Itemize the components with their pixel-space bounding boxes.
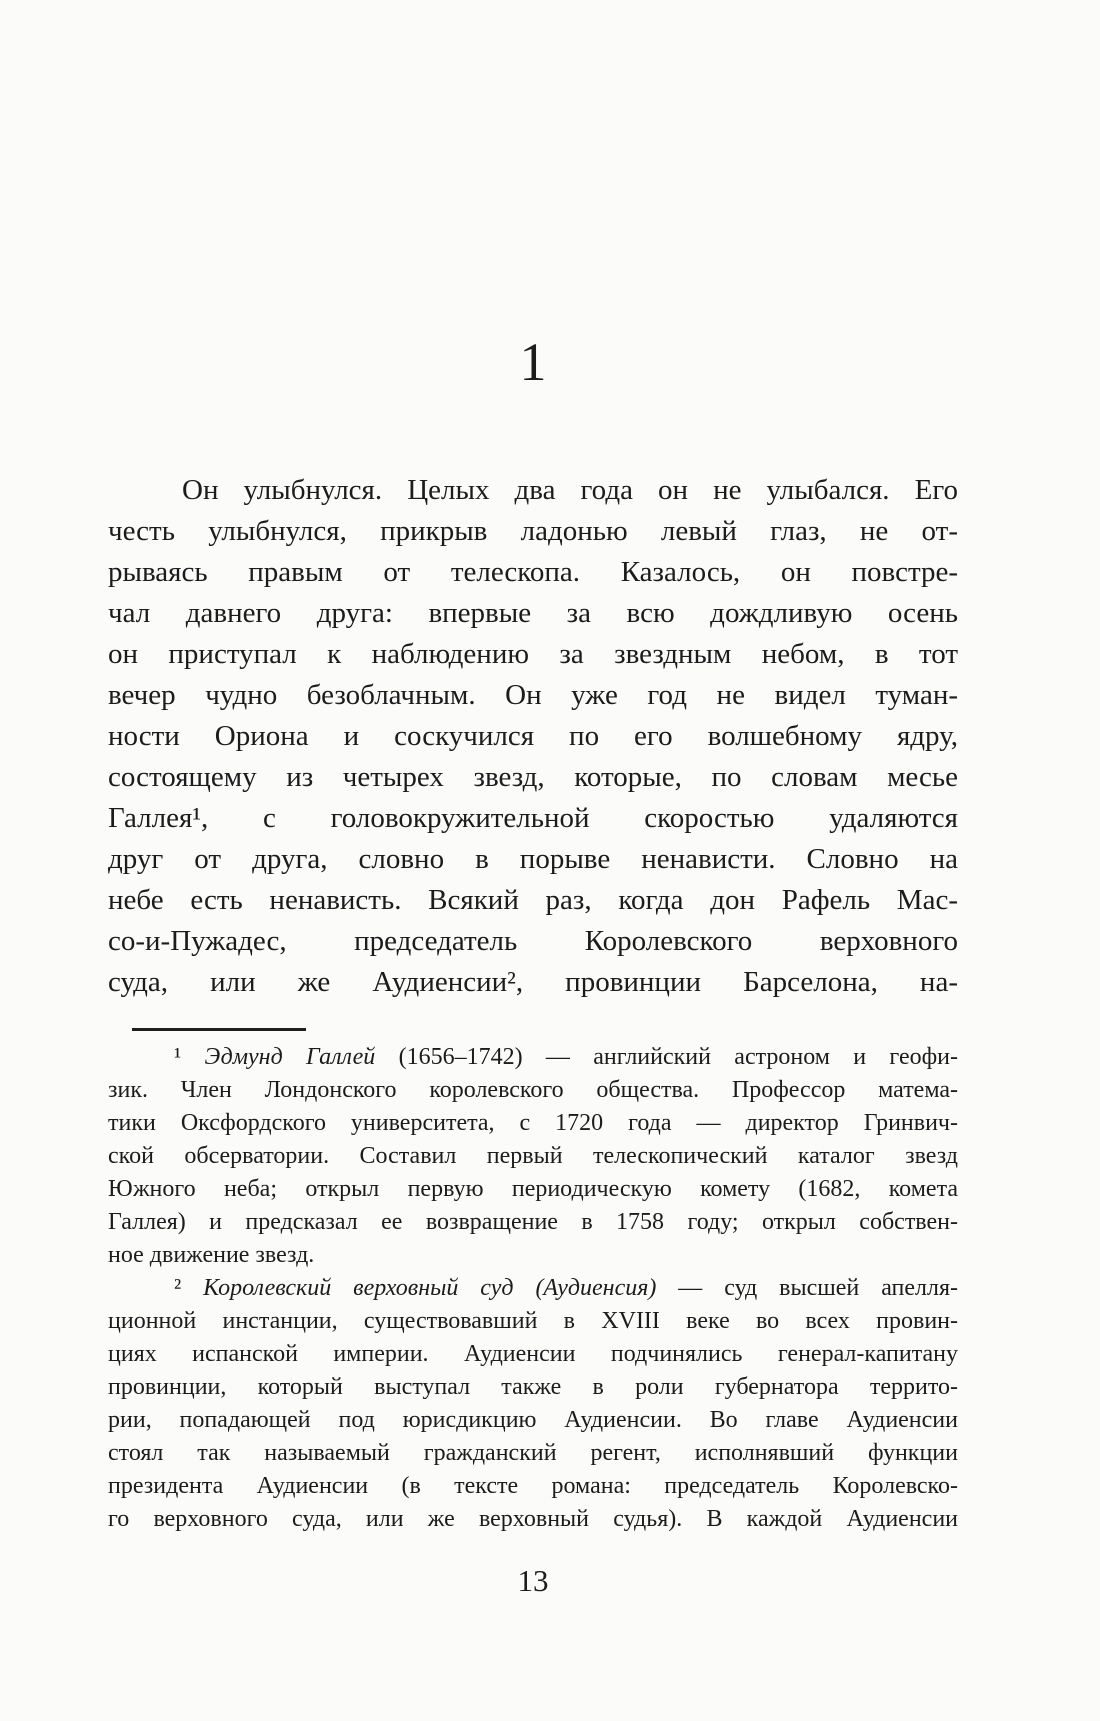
chapter-number: 1 <box>519 332 547 392</box>
text-line: небе есть ненависть. Всякий раз, когда дон Рафель Мас- <box>108 884 958 916</box>
text-line: ное движение звезд. <box>108 1242 315 1268</box>
text-line: ² Королевский верховный суд (Аудиенсия) — суд высшей апелля- <box>174 1275 959 1301</box>
text-line: чал давнего друга: впервые за всю дождливую осень <box>108 597 958 629</box>
text-line: состоящему из четырех звезд, которые, по словам месье <box>108 761 958 793</box>
text-line: Он улыбнулся. Целых два года он не улыбался. Его <box>182 474 958 506</box>
footnotes-section <box>108 1041 958 1536</box>
text-line: со-и-Пужадес, председатель Королевского верховного <box>108 925 958 957</box>
text-line: Южного неба; открыл первую периодическую комету (1682, комета <box>108 1176 958 1202</box>
body-paragraph <box>108 470 958 1003</box>
text-line: рии, попадающей под юрисдикцию Аудиенсии. Во главе Аудиенсии <box>108 1407 958 1433</box>
text-line: вечер чудно безоблачным. Он уже год не видел туман- <box>108 679 958 711</box>
footnote-2 <box>108 1272 958 1536</box>
text-line: ционной инстанции, существовавший в XVIII веке во всех провин- <box>108 1308 958 1334</box>
text-line: ской обсерватории. Составил первый телескопический каталог звезд <box>108 1143 958 1169</box>
text-line: рываясь правым от телескопа. Казалось, он повстре- <box>108 556 958 588</box>
text-line: провинции, который выступал также в роли губернатора террито- <box>108 1374 958 1400</box>
text-line: Галлея¹, с головокружительной скоростью удаляются <box>108 802 958 834</box>
text-line: зик. Член Лондонского королевского общества. Профессор матема- <box>108 1077 958 1103</box>
text-line: он приступал к наблюдению за звездным небом, в тот <box>108 638 958 670</box>
text-line: суда, или же Аудиенсии², провинции Барселона, на- <box>108 966 958 998</box>
text-line: стоял так называемый гражданский регент, исполнявший функции <box>108 1440 958 1466</box>
page-number: 13 <box>517 1563 549 1598</box>
book-page <box>108 0 958 1599</box>
text-line: ности Ориона и соскучился по его волшебному ядру, <box>108 720 958 752</box>
text-line: циях испанской империи. Аудиенсии подчинялись генерал-капитану <box>108 1341 958 1367</box>
text-line: Галлея) и предсказал ее возвращение в 1758 году; открыл собствен- <box>108 1209 958 1235</box>
text-line: ¹ Эдмунд Галлей (1656–1742) — английский астроном и геофи- <box>174 1044 958 1070</box>
text-line: президента Аудиенсии (в тексте романа: председатель Королевско- <box>108 1473 958 1499</box>
text-line: друг от друга, словно в порыве ненависти. Словно на <box>108 843 958 875</box>
text-line: го верховного суда, или же верховный судья). В каждой Аудиенсии <box>108 1506 958 1532</box>
footnote-separator <box>132 1028 306 1031</box>
text-line: честь улыбнулся, прикрыв ладонью левый глаз, не от- <box>108 515 958 547</box>
text-line: тики Оксфордского университета, с 1720 года — директор Гринвич- <box>108 1110 958 1136</box>
footnote-1 <box>108 1041 958 1272</box>
